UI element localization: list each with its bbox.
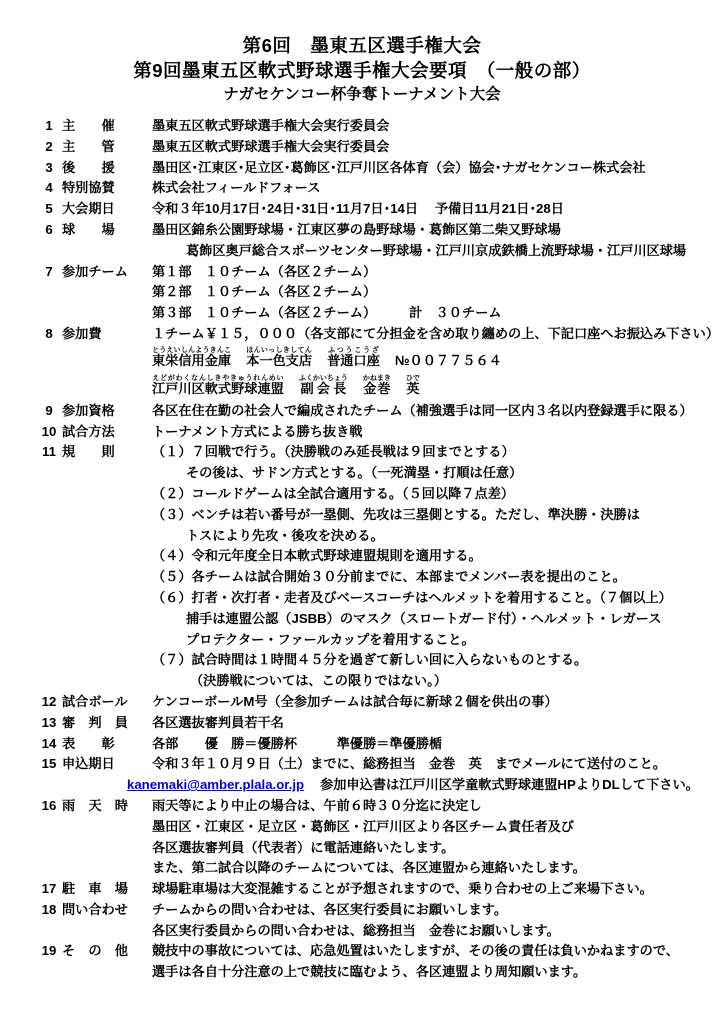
doc-line [36,671,724,692]
item-label: 特別協賛 [62,180,115,196]
item-number: 19 [41,943,57,959]
item-label: 参加チーム [62,263,128,279]
email-note: 参加申込書は江戸川区学童軟式野球連盟HPよりDLして下さい。 [320,777,699,793]
doc-line [36,879,724,900]
bank-account-text: 東栄信用金庫とうえいしんようきんこ本一色支店ほんいっしきしてん普通口座ふつうこうざ№００７７５６４ [152,346,502,368]
doc-line [36,442,724,463]
doc-line [36,241,724,262]
line-text: （２）コールドゲームは全試合適用する。（５回以降７点差） [152,485,515,501]
doc-line [36,484,724,505]
line-text: 墨田区・江東区・足立区・葛飾区・江戸川区より各区チーム責任者及び [152,818,574,834]
doc-line [36,220,724,241]
item-number: 11 [42,444,56,460]
doc-line [36,567,724,588]
line-text: 各部 優 勝＝優勝杯 準優勝＝準優勝楯 [152,735,443,751]
item-number: 1 [45,118,53,133]
item-label: 問い合わせ [62,901,128,917]
item-label: 駐 車 場 [62,881,128,897]
item-label: 申込期日 [62,756,115,772]
doc-line [36,734,724,755]
doc-line [36,422,724,443]
item-label: そ の 他 [62,943,128,959]
line-text: １チーム￥１５，０００（各支部にて分担金を含め取り纏めの上、下記口座へお振込み下さい） [152,325,720,341]
line-text: その後は、サドン方式とする。（一死満塁・打順は任意） [186,465,523,481]
doc-line [36,754,724,775]
item-number: 4 [45,180,53,196]
item-label: 参加資格 [62,402,115,418]
doc-line [36,546,724,567]
item-label: 後 援 [62,159,115,175]
line-text: トーナメント方式による勝ち抜き戦 [152,423,363,439]
item-number: 12 [41,693,57,709]
item-label: 大会期日 [62,201,115,217]
doc-line [36,588,724,609]
item-number: 3 [45,159,53,175]
item-label: 試合方法 [62,423,115,439]
line-text: プロテクター・ファールカップを着用すること。 [186,631,475,647]
doc-line [36,116,724,137]
line-text: ケンコーボールM号（全参加チームは試合毎に新球２個を供出の事） [152,693,558,709]
item-number: 18 [41,901,57,917]
line-text: 各区選抜審判員若干名 [152,714,284,730]
doc-line [36,838,724,859]
doc-line [36,796,724,817]
line-text: 葛飾区奥戸総合スポーツセンター野球場・江戸川京成鉄橋上流野球場・江戸川区球場 [186,242,687,258]
league-officer-line [36,373,724,401]
tournament-title: 第6回 墨東五区選手権大会 [242,35,482,56]
item-label: 雨 天 時 [62,797,128,813]
item-label: 主 管 [62,138,115,154]
item-number: 9 [45,402,53,418]
line-text: 第２部 １０チーム（各区２チーム） [152,284,377,300]
item-number: 14 [41,735,57,751]
line-text: 競技中の事故については、応急処置はいたしますが、その後の責任は負いかねますので、 [152,943,679,959]
doc-line [36,178,724,199]
item-label: 主 催 [62,118,115,133]
doc-line [36,609,724,630]
item-number: 5 [45,201,53,217]
item-label: 審 判 員 [62,714,128,730]
doc-line [36,303,724,324]
line-text: （５）各チームは試合開始３０分前までに、本部までメンバー表を提出のこと。 [152,569,626,585]
line-text: 各区実行委員からの問い合わせは、総務担当 金巻にお願いします。 [152,922,560,938]
line-text: トスにより先攻・後攻を決める。 [186,527,384,543]
doc-line [36,505,724,526]
doc-line [36,137,724,158]
doc-line [36,401,724,422]
line-text: また、第二試合以降のチームについては、各区連盟から連絡いたします。 [152,860,586,876]
doc-line [36,713,724,734]
line-text: 捕手は連盟公認（JSBB）のマスク（スロートガード付）・ヘルメット・レガース [186,610,662,626]
line-text: 第１部 １０チーム（各区２チーム） [152,263,377,279]
doc-line [36,526,724,547]
doc-line [36,630,724,651]
line-text: （４）令和元年度全日本軟式野球連盟規則を適用する。 [152,548,482,564]
item-number: 16 [41,797,57,813]
line-text: 株式会社フィールドフォース [152,180,321,196]
line-text: （１）７回戦で行う。（決勝戦のみ延長戦は９回までとする） [152,444,515,460]
line-text: （３）ベンチは若い番号が一塁側、先攻は三塁側とする。ただし、準決勝・決勝は [152,506,640,522]
item-number: 13 [41,714,57,730]
line-text: 雨天等により中止の場合は、午前６時３０分迄に決定し [152,797,482,813]
item-label: 表 彰 [62,735,115,751]
doc-line [36,262,724,283]
line-text: （決勝戦については、この限りではない。） [190,673,447,689]
item-label: 試合ボール [62,693,128,709]
item-number: 7 [45,263,53,279]
cup-title: ナガセケンコー杯争奪トーナメント大会 [223,86,501,103]
line-text: 各区選抜審判員（代表者）に電話連絡いたします。 [152,839,455,855]
bank-account-line [36,345,724,373]
email-link[interactable]: kanemaki@amber.plala.or.jp [127,777,305,793]
doc-line [36,921,724,942]
doc-line [36,463,724,484]
league-officer-text: 江戸川区軟式野球連盟えどがわくなんしきやきゅうれんめい副会長ふくかいちょう金巻かねまき英ひで [152,374,420,396]
line-text: 令和３年１０月９日（土）までに、総務担当 金巻 英 までメールにて送付のこと。 [152,756,667,772]
line-text: 選手は各自十分注意の上で競技に臨むよう、各区連盟より周知願います。 [152,964,587,980]
item-number: 15 [41,756,57,772]
line-text: 墨東五区軟式野球選手権大会実行委員会 [152,138,390,154]
doc-line [36,692,724,713]
item-label: 規 則 [62,444,115,460]
line-text: （７）試合時間は１時間４５分を過ぎて新しい回に入らないものとする。 [152,652,588,668]
doc-line [36,941,724,962]
doc-line [36,324,724,345]
item-number: 6 [45,221,53,237]
line-text: 墨田区･江東区･足立区･葛飾区･江戸川区各体育（会）協会･ナガセケンコー株式会社 [152,159,646,175]
doc-line [36,158,724,179]
item-number: 17 [41,881,57,897]
item-label: 球 場 [62,221,115,237]
doc-line [36,858,724,879]
tournament-subtitle: 第9回墨東五区軟式野球選手権大会要項 （一般の部） [133,60,591,81]
line-text: 墨東五区軟式野球選手権大会実行委員会 [152,118,390,133]
doc-line [36,962,724,983]
line-text: （６）打者・次打者・走者及びベースコーチはヘルメットを着用すること。（７個以上） [152,589,672,605]
doc-line [36,650,724,671]
doc-line [36,817,724,838]
application-email-line [36,775,724,796]
line-text: 第３部 １０チーム（各区２チーム） 計 ３０チーム [152,305,502,321]
item-number: 10 [41,423,57,439]
line-text: チームからの問い合わせは、各区実行委員にお願いします。 [152,901,508,917]
item-label: 参加費 [62,325,102,341]
item-number: 2 [45,138,53,154]
doc-line [36,900,724,921]
doc-line [36,199,724,220]
line-text: 各区在住在勤の社会人で編成されたチーム（補強選手は同一区内３名以内登録選手に限る） [152,402,693,418]
line-text: 令和３年10月17日･24日･31日･11月7日･14日 予備日11月21日･28日 [152,201,564,217]
line-text: 球場駐車場は大変混雑することが予想されますので、乗り合わせの上ご来場下さい。 [152,881,653,897]
line-text: 墨田区錦糸公園野球場・江東区夢の島野球場・葛飾区第二柴又野球場 [152,221,561,237]
item-number: 8 [45,325,53,341]
doc-line [36,282,724,303]
